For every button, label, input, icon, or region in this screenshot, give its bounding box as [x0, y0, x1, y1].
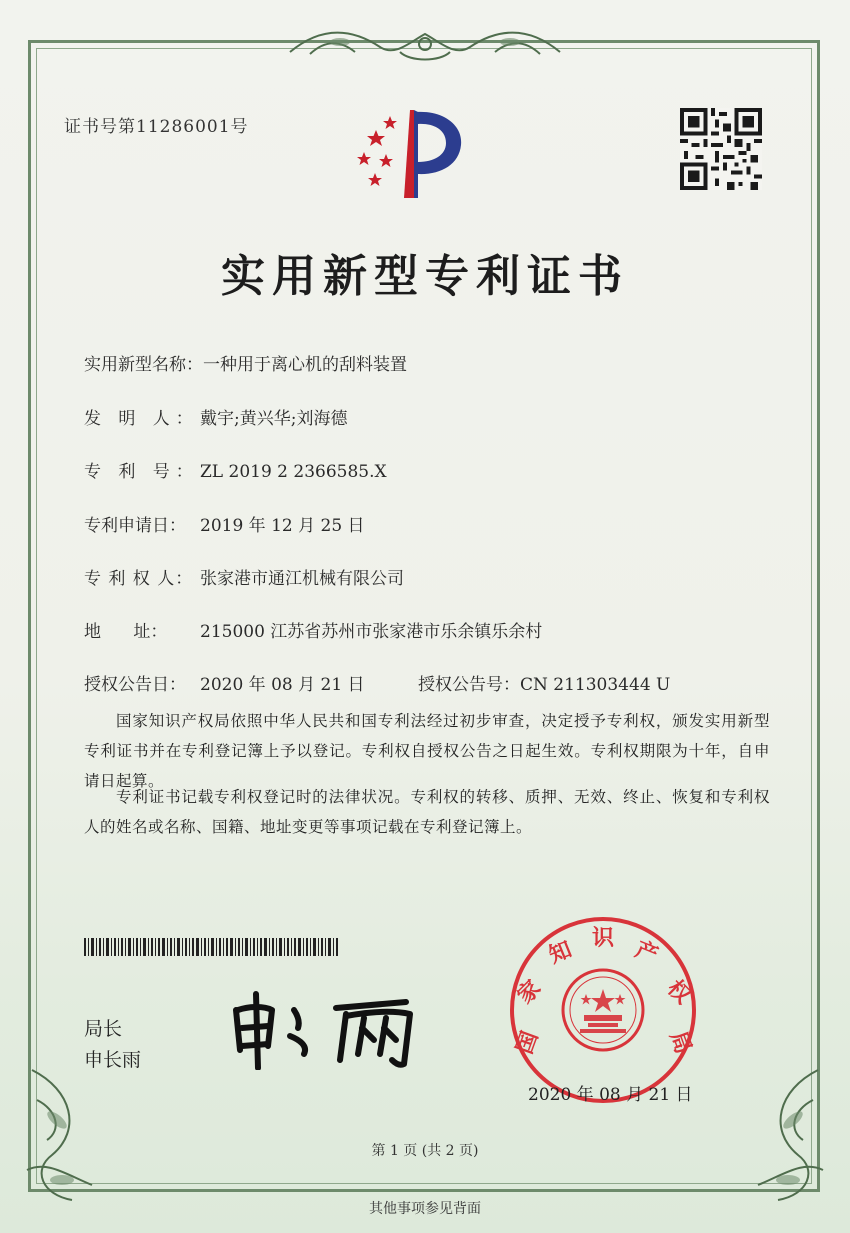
svg-text:知: 知	[545, 937, 576, 969]
field-inventor	[84, 404, 347, 429]
cnipa-logo-icon	[348, 100, 468, 202]
field-label: 授权公告号：	[418, 675, 520, 695]
field-patentee	[84, 564, 404, 589]
svg-text:局: 局	[664, 1028, 696, 1058]
svg-text:国: 国	[512, 1028, 544, 1058]
bottom-left-ornament	[12, 1060, 112, 1210]
field-label: 授权公告日：	[84, 675, 186, 695]
director-name: 申长雨	[84, 1049, 142, 1071]
field-grant-date	[84, 670, 365, 695]
official-seal-icon	[508, 915, 698, 1105]
bottom-right-ornament	[738, 1060, 838, 1210]
field-patent-number	[84, 457, 387, 482]
field-label: 发 明 人：	[84, 409, 199, 429]
svg-text:产: 产	[631, 937, 662, 969]
director-title: 局长	[84, 1018, 123, 1040]
certificate-paragraph-2: 专利证书记载专利权登记时的法律状况。专利权的转移、质押、无效、终止、恢复和专利权人的姓名或名称、国籍、地址变更等事项记载在专利登记簿上。	[84, 788, 770, 836]
field-value: 2019 年 12 月 25 日	[200, 516, 365, 536]
field-utility-model-name	[84, 350, 407, 375]
field-value: 一种用于离心机的刮料装置	[203, 355, 407, 375]
field-value: 215000 江苏省苏州市张家港市乐余镇乐余村	[200, 622, 543, 642]
svg-text:权: 权	[661, 975, 696, 1010]
field-address	[84, 617, 542, 642]
field-label: 实用新型名称：	[84, 355, 203, 375]
field-value: 张家港市通江机械有限公司	[200, 569, 404, 589]
seal-date: 2020 年 08 月 21 日	[528, 1085, 693, 1105]
page-number: 第 1 页 (共 2 页)	[371, 1143, 479, 1159]
field-application-date	[84, 511, 365, 536]
certificate-paragraph-1: 国家知识产权局依照中华人民共和国专利法经过初步审查，决定授予专利权，颁发实用新型专利证书并在专利登记簿上予以登记。专利权自授权公告之日起生效。专利权期限为十年，自申请日起算。	[84, 712, 770, 790]
top-ornament	[280, 22, 570, 66]
certificate-title: 实用新型专利证书	[221, 251, 629, 302]
qr-code-icon	[680, 108, 762, 190]
field-grant-number	[418, 670, 670, 695]
field-value: CN 211303444 U	[520, 675, 671, 695]
barcode-icon	[84, 938, 339, 956]
footer-note: 其他事项参见背面	[369, 1201, 481, 1217]
svg-text:识: 识	[591, 926, 615, 951]
field-value: 戴宇;黄兴华;刘海德	[200, 409, 348, 429]
field-value: 2020 年 08 月 21 日	[200, 675, 365, 695]
signature-icon	[228, 988, 428, 1070]
field-label: 专 利 权 人：	[84, 569, 194, 589]
svg-text:家: 家	[512, 975, 547, 1010]
field-label: 专利申请日：	[84, 516, 186, 536]
field-label: 专 利 号：	[84, 462, 199, 482]
field-label: 地 址：	[84, 622, 168, 642]
field-value: ZL 2019 2 2366585.X	[200, 462, 387, 482]
certificate-number: 证书号第11286001号	[64, 117, 249, 137]
